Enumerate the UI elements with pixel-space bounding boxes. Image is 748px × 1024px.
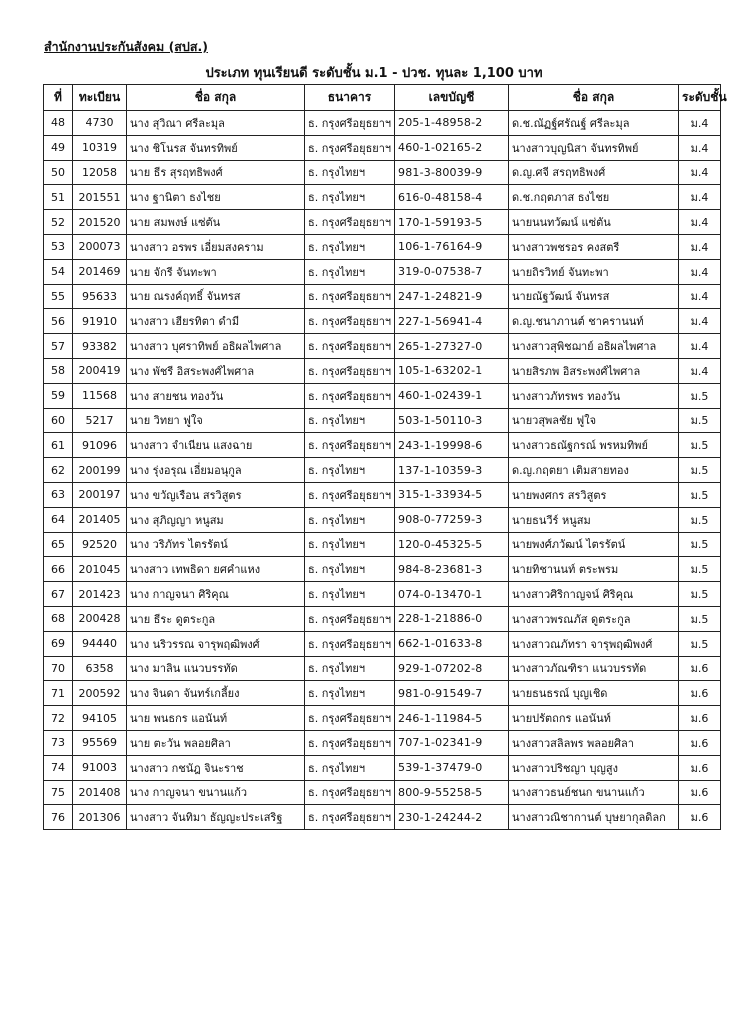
cell-registration: 200428: [73, 606, 127, 631]
cell-bank: ธ. กรุงไทยฯ: [305, 582, 395, 607]
cell-grade: ม.4: [679, 259, 721, 284]
cell-no: 75: [44, 780, 73, 805]
cell-student-name: ด.ช.ณัฏฐ์ศรัณฐ์ ศรีละมุล: [509, 111, 679, 136]
table-row: [44, 358, 721, 383]
cell-no: 54: [44, 259, 73, 284]
cell-grade: ม.4: [679, 160, 721, 185]
cell-registration: 200197: [73, 482, 127, 507]
cell-student-name: นางสาวภัณฑิรา แนวบรรทัด: [509, 656, 679, 681]
cell-registration: 200199: [73, 458, 127, 483]
column-header-no: ที่: [44, 85, 73, 111]
cell-account: 120-0-45325-5: [395, 532, 509, 557]
cell-account: 170-1-59193-5: [395, 210, 509, 235]
cell-registration: 12058: [73, 160, 127, 185]
cell-grade: ม.5: [679, 631, 721, 656]
cell-registration: 4730: [73, 111, 127, 136]
cell-parent-name: นาง ขวัญเรือน สรวิสูตร: [127, 482, 305, 507]
table-row: [44, 234, 721, 259]
cell-student-name: นายปรัตถกร แอนันท์: [509, 706, 679, 731]
cell-no: 62: [44, 458, 73, 483]
cell-grade: ม.4: [679, 334, 721, 359]
cell-account: 230-1-24244-2: [395, 805, 509, 830]
cell-registration: 95633: [73, 284, 127, 309]
table-row: [44, 210, 721, 235]
cell-no: 73: [44, 730, 73, 755]
cell-grade: ม.4: [679, 111, 721, 136]
cell-parent-name: นางสาว เทพธิดา ยศคำแหง: [127, 557, 305, 582]
table-row: [44, 606, 721, 631]
column-header-account: เลขบัญชี: [395, 85, 509, 111]
cell-no: 69: [44, 631, 73, 656]
cell-student-name: นายสิรภพ อิสระพงศ์ไพศาล: [509, 358, 679, 383]
cell-parent-name: นาย สมพงษ์ แซ่ตัน: [127, 210, 305, 235]
cell-account: 460-1-02439-1: [395, 383, 509, 408]
table-row: [44, 780, 721, 805]
cell-bank: ธ. กรุงศรีอยุธยาฯ: [305, 606, 395, 631]
table-row: [44, 532, 721, 557]
table-row: [44, 730, 721, 755]
cell-grade: ม.5: [679, 507, 721, 532]
cell-account: 265-1-27327-0: [395, 334, 509, 359]
cell-grade: ม.4: [679, 358, 721, 383]
table-row: [44, 706, 721, 731]
table-row: [44, 284, 721, 309]
cell-student-name: นายทิชานนท์ ตระพรม: [509, 557, 679, 582]
cell-student-name: นายนนทวัฒน์ แซ่ตัน: [509, 210, 679, 235]
table-row: [44, 507, 721, 532]
cell-account: 315-1-33934-5: [395, 482, 509, 507]
cell-bank: ธ. กรุงศรีอยุธยาฯ: [305, 805, 395, 830]
cell-student-name: นางสาวสุพิชฌาย์ อธิผลไพศาล: [509, 334, 679, 359]
cell-registration: 91096: [73, 433, 127, 458]
cell-student-name: ด.ช.กฤตภาส ธงไชย: [509, 185, 679, 210]
table-row: [44, 111, 721, 136]
cell-account: 460-1-02165-2: [395, 135, 509, 160]
cell-no: 51: [44, 185, 73, 210]
document-title: ประเภท ทุนเรียนดี ระดับชั้น ม.1 - ปวช. ทุนละ 1,100 บาท: [205, 66, 543, 81]
cell-account: 662-1-01633-8: [395, 631, 509, 656]
cell-student-name: นายณัฐวัฒน์ จันทรส: [509, 284, 679, 309]
cell-bank: ธ. กรุงไทยฯ: [305, 259, 395, 284]
cell-bank: ธ. กรุงศรีอยุธยาฯ: [305, 631, 395, 656]
cell-bank: ธ. กรุงไทยฯ: [305, 755, 395, 780]
cell-bank: ธ. กรุงศรีอยุธยาฯ: [305, 730, 395, 755]
cell-grade: ม.5: [679, 582, 721, 607]
cell-bank: ธ. กรุงศรีอยุธยาฯ: [305, 706, 395, 731]
table-header-row: [44, 85, 721, 111]
cell-registration: 92520: [73, 532, 127, 557]
cell-account: 929-1-07202-8: [395, 656, 509, 681]
cell-parent-name: นาง วริภัทร ไตรรัตน์: [127, 532, 305, 557]
cell-bank: ธ. กรุงไทยฯ: [305, 507, 395, 532]
cell-registration: 10319: [73, 135, 127, 160]
cell-grade: ม.4: [679, 234, 721, 259]
table-row: [44, 681, 721, 706]
cell-parent-name: นาย ธีระ ดูตระกูล: [127, 606, 305, 631]
table-row: [44, 334, 721, 359]
cell-parent-name: นาง สายชน ทองวัน: [127, 383, 305, 408]
cell-bank: ธ. กรุงศรีอยุธยาฯ: [305, 309, 395, 334]
cell-no: 67: [44, 582, 73, 607]
cell-no: 60: [44, 408, 73, 433]
cell-student-name: นางสาวภัทรพร ทองวัน: [509, 383, 679, 408]
cell-account: 981-3-80039-9: [395, 160, 509, 185]
cell-bank: ธ. กรุงไทยฯ: [305, 681, 395, 706]
cell-grade: ม.5: [679, 433, 721, 458]
cell-parent-name: นาย พนธกร แอนันท์: [127, 706, 305, 731]
cell-bank: ธ. กรุงศรีอยุธยาฯ: [305, 358, 395, 383]
cell-registration: 91910: [73, 309, 127, 334]
cell-student-name: นางสาวพรณภัส ดูตระกูล: [509, 606, 679, 631]
cell-grade: ม.4: [679, 309, 721, 334]
cell-registration: 201520: [73, 210, 127, 235]
table-row: [44, 482, 721, 507]
cell-bank: ธ. กรุงไทยฯ: [305, 532, 395, 557]
cell-student-name: นายพงศกร สรวิสูตร: [509, 482, 679, 507]
cell-no: 74: [44, 755, 73, 780]
table-row: [44, 656, 721, 681]
cell-account: 908-0-77259-3: [395, 507, 509, 532]
table-row: [44, 185, 721, 210]
cell-student-name: ด.ญ.ชนาภานต์ ชาครานนท์: [509, 309, 679, 334]
cell-no: 70: [44, 656, 73, 681]
cell-account: 105-1-63202-1: [395, 358, 509, 383]
cell-bank: ธ. กรุงศรีอยุธยาฯ: [305, 383, 395, 408]
cell-student-name: นางสาวณภัทรา จารุพฤฒิพงศ์: [509, 631, 679, 656]
cell-student-name: นายธนธรณ์ บุญเชิด: [509, 681, 679, 706]
table-row: [44, 259, 721, 284]
cell-student-name: นายถิรวิทย์ จันทะพา: [509, 259, 679, 284]
cell-account: 981-0-91549-7: [395, 681, 509, 706]
scholarship-table: [43, 84, 727, 830]
cell-no: 49: [44, 135, 73, 160]
cell-no: 76: [44, 805, 73, 830]
column-header-grade: ระดับชั้น: [679, 85, 721, 111]
cell-grade: ม.6: [679, 755, 721, 780]
cell-parent-name: นาง มาลิน แนวบรรทัด: [127, 656, 305, 681]
table-row: [44, 755, 721, 780]
table-row: [44, 135, 721, 160]
cell-bank: ธ. กรุงไทยฯ: [305, 185, 395, 210]
cell-no: 57: [44, 334, 73, 359]
table-row: [44, 557, 721, 582]
cell-parent-name: นาง สุภิญญา หนูสม: [127, 507, 305, 532]
cell-no: 72: [44, 706, 73, 731]
cell-student-name: ด.ญ.ศจี สรฤทธิพงศ์: [509, 160, 679, 185]
cell-bank: ธ. กรุงไทยฯ: [305, 557, 395, 582]
cell-parent-name: นาง สุวิณา ศรีละมุล: [127, 111, 305, 136]
cell-parent-name: นาย จักรี จันทะพา: [127, 259, 305, 284]
cell-account: 106-1-76164-9: [395, 234, 509, 259]
cell-parent-name: นาย ตะวัน พลอยศิลา: [127, 730, 305, 755]
cell-registration: 201045: [73, 557, 127, 582]
cell-registration: 11568: [73, 383, 127, 408]
cell-registration: 201551: [73, 185, 127, 210]
cell-account: 228-1-21886-0: [395, 606, 509, 631]
cell-bank: ธ. กรุงศรีอยุธยาฯ: [305, 334, 395, 359]
cell-account: 616-0-48158-4: [395, 185, 509, 210]
table-body: [44, 111, 721, 830]
cell-registration: 5217: [73, 408, 127, 433]
cell-grade: ม.5: [679, 383, 721, 408]
cell-parent-name: นาง กาญจนา ขนานแก้ว: [127, 780, 305, 805]
table-row: [44, 408, 721, 433]
cell-registration: 200073: [73, 234, 127, 259]
cell-no: 58: [44, 358, 73, 383]
cell-no: 50: [44, 160, 73, 185]
table-row: [44, 631, 721, 656]
cell-no: 66: [44, 557, 73, 582]
cell-bank: ธ. กรุงไทยฯ: [305, 234, 395, 259]
cell-no: 56: [44, 309, 73, 334]
cell-parent-name: นางสาว กชนัฎ จินะราช: [127, 755, 305, 780]
cell-student-name: นางสาวพชรอร คงสตรี: [509, 234, 679, 259]
cell-student-name: นางสาวศิริกาญจน์ ศิริคุณ: [509, 582, 679, 607]
cell-student-name: นายธนวีร์ หนูสม: [509, 507, 679, 532]
column-header-student-name: ชื่อ สกุล: [509, 85, 679, 111]
cell-grade: ม.4: [679, 210, 721, 235]
table-row: [44, 458, 721, 483]
cell-parent-name: นาย ธีร สุรฤทธิพงศ์: [127, 160, 305, 185]
cell-student-name: นางสาวสลิลพร พลอยศิลา: [509, 730, 679, 755]
cell-account: 247-1-24821-9: [395, 284, 509, 309]
cell-student-name: นายพงศ์ภวัฒน์ ไตรรัตน์: [509, 532, 679, 557]
cell-account: 539-1-37479-0: [395, 755, 509, 780]
cell-grade: ม.6: [679, 780, 721, 805]
cell-parent-name: นาง รุ่งอรุณ เอี่ยมอนุกูล: [127, 458, 305, 483]
cell-account: 707-1-02341-9: [395, 730, 509, 755]
cell-student-name: นายวสุพลชัย ฟูใจ: [509, 408, 679, 433]
cell-bank: ธ. กรุงศรีอยุธยาฯ: [305, 780, 395, 805]
cell-account: 503-1-50110-3: [395, 408, 509, 433]
cell-account: 800-9-55258-5: [395, 780, 509, 805]
table-row: [44, 309, 721, 334]
cell-student-name: นางสาวธณัฐกรณ์ พรหมทิพย์: [509, 433, 679, 458]
cell-no: 52: [44, 210, 73, 235]
organization-name: สำนักงานประกันสังคม (สปส.): [44, 39, 208, 54]
table-row: [44, 805, 721, 830]
cell-no: 53: [44, 234, 73, 259]
cell-registration: 201306: [73, 805, 127, 830]
cell-bank: ธ. กรุงไทยฯ: [305, 656, 395, 681]
cell-bank: ธ. กรุงศรีอยุธยาฯ: [305, 433, 395, 458]
cell-parent-name: นาย วิทยา ฟูใจ: [127, 408, 305, 433]
cell-student-name: นางสาวบุญนิสา จันทรทิพย์: [509, 135, 679, 160]
cell-registration: 91003: [73, 755, 127, 780]
cell-registration: 201423: [73, 582, 127, 607]
cell-parent-name: นาง จินดา จันทร์เกลี้ยง: [127, 681, 305, 706]
cell-account: 984-8-23681-3: [395, 557, 509, 582]
cell-no: 64: [44, 507, 73, 532]
cell-bank: ธ. กรุงศรีอยุธยาฯ: [305, 210, 395, 235]
cell-registration: 6358: [73, 656, 127, 681]
cell-bank: ธ. กรุงไทยฯ: [305, 408, 395, 433]
cell-parent-name: นาย ณรงค์ฤทธิ์ จันทรส: [127, 284, 305, 309]
cell-account: 243-1-19998-6: [395, 433, 509, 458]
cell-registration: 200419: [73, 358, 127, 383]
column-header-parent-name: ชื่อ สกุล: [127, 85, 305, 111]
cell-parent-name: นางสาว บุศราทิพย์ อธิผลไพศาล: [127, 334, 305, 359]
cell-parent-name: นางสาว จันทิมา ธัญญะประเสริฐ: [127, 805, 305, 830]
cell-registration: 93382: [73, 334, 127, 359]
table-row: [44, 383, 721, 408]
cell-student-name: ด.ญ.กฤตยา เติมสายทอง: [509, 458, 679, 483]
cell-bank: ธ. กรุงไทยฯ: [305, 160, 395, 185]
table-row: [44, 582, 721, 607]
cell-account: 205-1-48958-2: [395, 111, 509, 136]
cell-student-name: นางสาวปริชญา บุญสูง: [509, 755, 679, 780]
cell-no: 48: [44, 111, 73, 136]
cell-student-name: นางสาวธนย์ชนก ขนานแก้ว: [509, 780, 679, 805]
cell-grade: ม.4: [679, 284, 721, 309]
cell-grade: ม.5: [679, 532, 721, 557]
cell-bank: ธ. กรุงศรีอยุธยาฯ: [305, 284, 395, 309]
cell-no: 63: [44, 482, 73, 507]
cell-registration: 201408: [73, 780, 127, 805]
cell-student-name: นางสาวณิชากานต์ บุษยากุลดิลก: [509, 805, 679, 830]
cell-no: 71: [44, 681, 73, 706]
cell-grade: ม.4: [679, 185, 721, 210]
cell-no: 68: [44, 606, 73, 631]
cell-grade: ม.6: [679, 706, 721, 731]
cell-parent-name: นางสาว เฮียรทิตา ดำมี: [127, 309, 305, 334]
cell-account: 319-0-07538-7: [395, 259, 509, 284]
cell-grade: ม.5: [679, 606, 721, 631]
cell-account: 074-0-13470-1: [395, 582, 509, 607]
table-row: [44, 433, 721, 458]
cell-no: 55: [44, 284, 73, 309]
cell-account: 227-1-56941-4: [395, 309, 509, 334]
cell-grade: ม.5: [679, 408, 721, 433]
cell-no: 59: [44, 383, 73, 408]
cell-registration: 201469: [73, 259, 127, 284]
cell-bank: ธ. กรุงศรีอยุธยาฯ: [305, 111, 395, 136]
cell-registration: 200592: [73, 681, 127, 706]
cell-grade: ม.6: [679, 805, 721, 830]
cell-grade: ม.6: [679, 656, 721, 681]
cell-bank: ธ. กรุงไทยฯ: [305, 458, 395, 483]
cell-grade: ม.6: [679, 681, 721, 706]
cell-bank: ธ. กรุงศรีอยุธยาฯ: [305, 135, 395, 160]
cell-registration: 95569: [73, 730, 127, 755]
cell-account: 137-1-10359-3: [395, 458, 509, 483]
column-header-bank: ธนาคาร: [305, 85, 395, 111]
cell-grade: ม.5: [679, 557, 721, 582]
cell-parent-name: นาง กาญจนา ศิริคุณ: [127, 582, 305, 607]
cell-grade: ม.6: [679, 730, 721, 755]
table-row: [44, 160, 721, 185]
cell-bank: ธ. กรุงศรีอยุธยาฯ: [305, 482, 395, 507]
cell-registration: 94105: [73, 706, 127, 731]
cell-grade: ม.5: [679, 458, 721, 483]
cell-parent-name: นาง ชิโนรส จันทรทิพย์: [127, 135, 305, 160]
cell-account: 246-1-11984-5: [395, 706, 509, 731]
cell-grade: ม.4: [679, 135, 721, 160]
column-header-registration: ทะเบียน: [73, 85, 127, 111]
cell-registration: 201405: [73, 507, 127, 532]
cell-parent-name: นาง ฐานิตา ธงไชย: [127, 185, 305, 210]
cell-no: 61: [44, 433, 73, 458]
cell-no: 65: [44, 532, 73, 557]
cell-parent-name: นาง นริวรรณ จารุพฤฒิพงศ์: [127, 631, 305, 656]
cell-parent-name: นางสาว จำเนียน แสงฉาย: [127, 433, 305, 458]
cell-registration: 94440: [73, 631, 127, 656]
cell-parent-name: นางสาว อรพร เอี่ยมสงคราม: [127, 234, 305, 259]
cell-grade: ม.5: [679, 482, 721, 507]
cell-parent-name: นาง พัชรี อิสระพงศ์ไพศาล: [127, 358, 305, 383]
